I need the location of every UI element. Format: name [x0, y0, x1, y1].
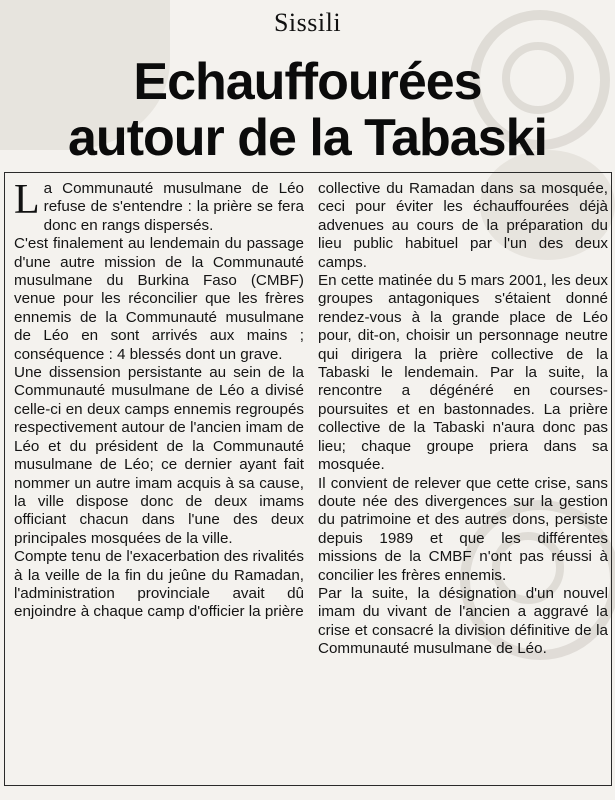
headline	[0, 54, 615, 166]
headline-line-1: Echauffourées	[133, 53, 482, 111]
headline-line-2: autour de la Tabaski	[68, 109, 547, 167]
article-paragraph: Une dissension persistante au sein de la Communauté musulmane de Léo a divisé celle-ci en deux camps ennemis regroupés respectivement autour de l'ancien imam de Léo et du président de la Communauté musulmane de Léo; ce dernier ayant fait nommer un autre imam acquis à sa cause, la ville dispose donc de deux imams officiant chacun dans l'une des deux principales mosquées de la ville.	[14, 364, 304, 547]
drop-cap: L	[14, 177, 40, 223]
article-paragraph: En cette matinée du 5 mars 2001, les deux groupes antagoniques s'étaient donné rendez-vous à la grande place de Léo pour, dit-on, choisir un personnage neutre qui dirigera la prière collective de la Tabaski le lendemain. Par la suite, la rencontre a dégénéré en courses-poursuites et en bastonnades. La prière collective de la Tabaski n'aura donc pas lieu; chaque groupe priera dans sa mosquée.	[318, 272, 608, 474]
article-paragraph	[14, 177, 304, 235]
article-paragraph: Par la suite, la désignation d'un nouvel imam du vivant de l'ancien a aggravé la crise et consacré la division définitive de la Communauté musulmane de Léo.	[318, 584, 608, 658]
section-rubric: Sissili	[273, 8, 342, 37]
article-paragraph: Il convient de relever que cette crise, sans doute née des divergences sur la gestion du patrimoine et des autres dons, persiste depuis 1989 et que les différentes missions de la CMBF n'ont pas réussi à concilier les frères ennemis.	[318, 474, 608, 584]
article-paragraph: Compte tenu de l'exacerbation des rivalités à la veille de la fin du jeûne du Ramadan, l'administration provinciale avait dû enjoindre à chaque camp d'officier la prière	[14, 548, 304, 621]
article-paragraph: collective du Ramadan dans sa mosquée, ceci pour éviter les échauffourées déjà advenues au cours de la préparation du lieu public habituel par l'un des deux camps.	[318, 180, 608, 271]
article-column-right	[318, 180, 608, 659]
article-column-left	[14, 177, 304, 622]
article-paragraph: C'est finalement au lendemain du passage d'une autre mission de la Communauté musulmane du Burkina Faso (CMBF) venue pour les réconcilier que les frères ennemis de la Communauté musulmane de Léo en sont arrivés aux mains ; conséquence : 4 blessés dont un grave.	[14, 235, 304, 363]
paragraph-text: a Communauté musulmane de Léo refuse de s'entendre : la prière se fera donc en rangs dispersés.	[43, 180, 304, 234]
